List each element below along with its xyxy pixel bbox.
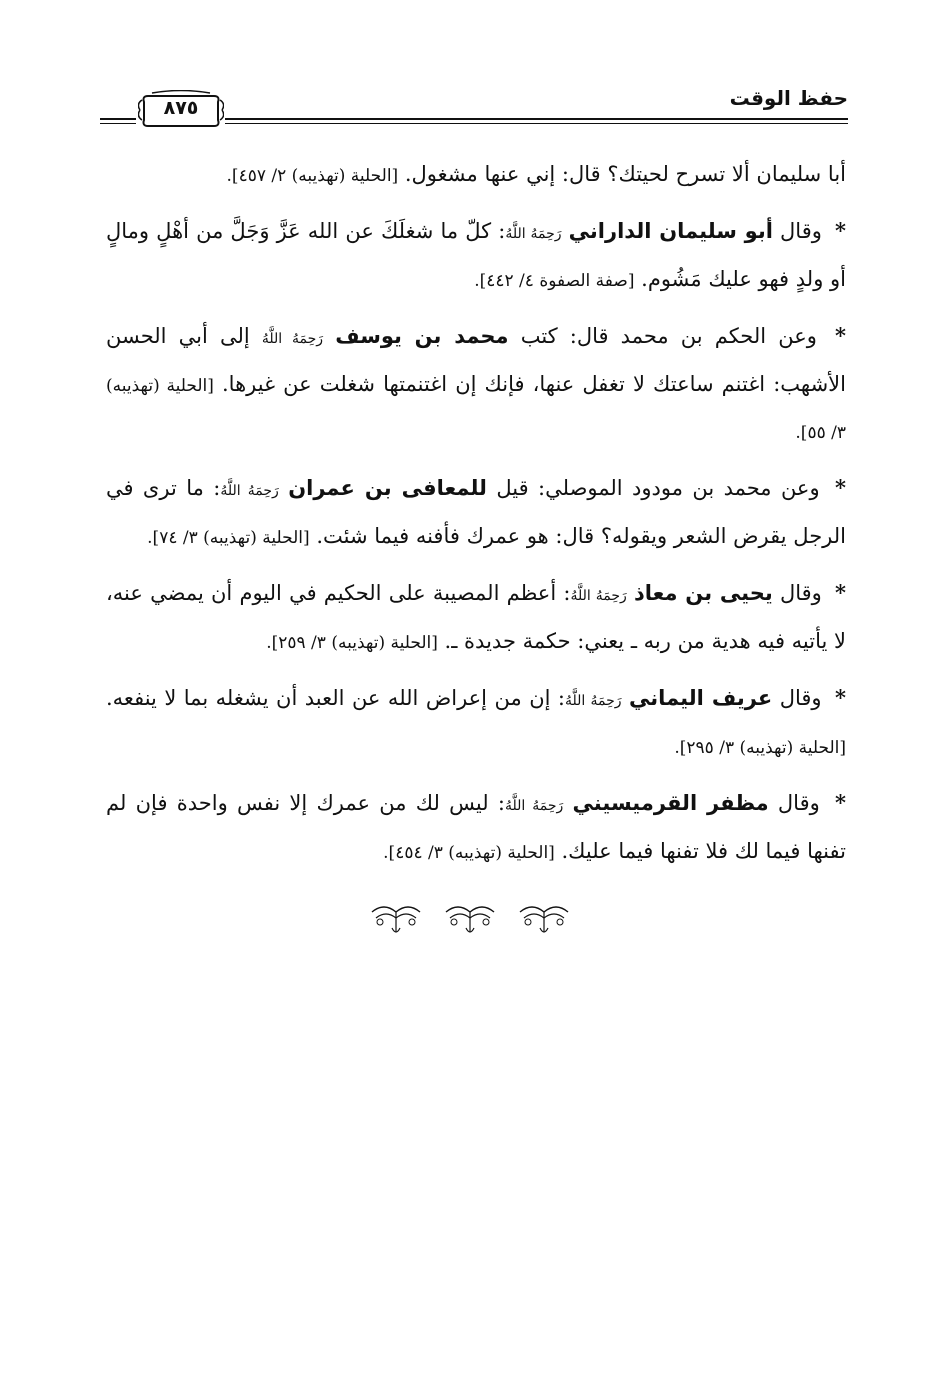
paragraph	[106, 208, 846, 304]
citation: [الحلية (تهذيبه) ٣/ ٢٩٥].	[674, 738, 846, 758]
paragraph-text: : ما ترى في الرجل يقرض الشعر ويقوله؟ قال: هو عمرك فأفنه فيما شئت.	[106, 476, 846, 548]
header-rule	[225, 118, 848, 120]
paragraph-text: أبا سليمان ألا تسرح لحيتك؟ قال: إني عنها مشغول.	[404, 162, 846, 186]
citation: [الحلية (تهذيبه) ٣/ ٧٤].	[147, 528, 310, 548]
paragraph-text: وقال	[779, 686, 822, 710]
paragraph-text: وقال	[777, 791, 820, 815]
header-rule-thin	[225, 123, 848, 124]
paragraph-text: إلى أبي الحسن الأشهب: اغتنم ساعتك لا تغفل عنها، فإنك إن اغتنمتها شغلت عن غيرها.	[106, 324, 846, 396]
paragraph-text: : إن من إعراض الله عن العبد أن يشغله بما لا ينفعه.	[106, 686, 565, 710]
paragraph	[106, 570, 846, 666]
honorific: رَحِمَهُ اللَّهُ	[261, 331, 324, 347]
paragraph-text: وعن الحكم بن محمد قال: كتب	[520, 324, 817, 348]
paragraph	[106, 780, 846, 876]
bullet-marker: *	[835, 790, 846, 815]
person-name: للمعافى بن عمران	[288, 476, 487, 500]
paragraph-text: وعن محمد بن مودود الموصلي: قيل	[496, 476, 820, 500]
bullet-marker: *	[835, 685, 847, 710]
citation: [الحلية (تهذيبه) ٣/ ٥٥].	[106, 376, 846, 443]
running-title: حفظ الوقت	[729, 86, 848, 110]
body-text	[106, 152, 846, 885]
paragraph-text: : كلّ ما شغلَكَ عن الله عَزَّ وَجَلَّ من أهْلٍ ومالٍ أو ولدٍ فهو عليك مَشُوم.	[106, 219, 846, 291]
page-number: ٨٧٥	[163, 97, 199, 119]
flourish-icon	[370, 902, 422, 936]
section-end-ornaments	[370, 902, 570, 938]
paragraph-text: : أعظم المصيبة على الحكيم في اليوم أن يمضي عنه، لا يأتيه فيه هدية من ربه ـ يعني: حكمة جديدة ـ.	[106, 581, 846, 653]
paragraph-text: وقال	[779, 581, 822, 605]
honorific: رَحِمَهُ اللَّهُ	[505, 226, 562, 242]
header-rule-left-thin	[100, 123, 136, 124]
page-header	[100, 82, 848, 132]
paragraph	[106, 152, 846, 199]
paragraph	[106, 313, 846, 456]
paragraph-text: وقال	[780, 219, 822, 243]
citation: [صفة الصفوة ٤/ ٤٤٢].	[474, 271, 635, 291]
paragraph	[106, 465, 846, 561]
citation: [الحلية (تهذيبه) ٣/ ٤٥٤].	[383, 843, 555, 863]
paragraph	[106, 675, 846, 771]
citation: [الحلية (تهذيبه) ٢/ ٤٥٧].	[226, 166, 399, 186]
person-name: محمد بن يوسف	[335, 324, 509, 348]
bullet-marker: *	[835, 218, 846, 243]
bullet-marker: *	[835, 580, 846, 605]
page-number-frame	[138, 90, 224, 130]
honorific: رَحِمَهُ اللَّهُ	[570, 588, 627, 604]
person-name: يحيى بن معاذ	[633, 581, 773, 605]
bullet-marker: *	[835, 475, 846, 500]
person-name: أبو سليمان الداراني	[568, 219, 773, 243]
honorific: رَحِمَهُ اللَّهُ	[565, 693, 622, 709]
person-name: عريف اليماني	[629, 686, 773, 710]
flourish-icon	[518, 902, 570, 936]
person-name: مظفر القرميسيني	[572, 791, 769, 815]
citation: [الحلية (تهذيبه) ٣/ ٢٥٩].	[266, 633, 438, 653]
bullet-marker: *	[835, 323, 847, 348]
paragraph-text: : ليس لك من عمرك إلا نفس واحدة فإن لم تفنها فيما لك فلا تفنها فيما عليك.	[106, 791, 846, 863]
header-rule-left	[100, 118, 136, 120]
flourish-icon	[444, 902, 496, 936]
honorific: رَحِمَهُ اللَّهُ	[504, 798, 564, 814]
honorific: رَحِمَهُ اللَّهُ	[220, 483, 279, 499]
